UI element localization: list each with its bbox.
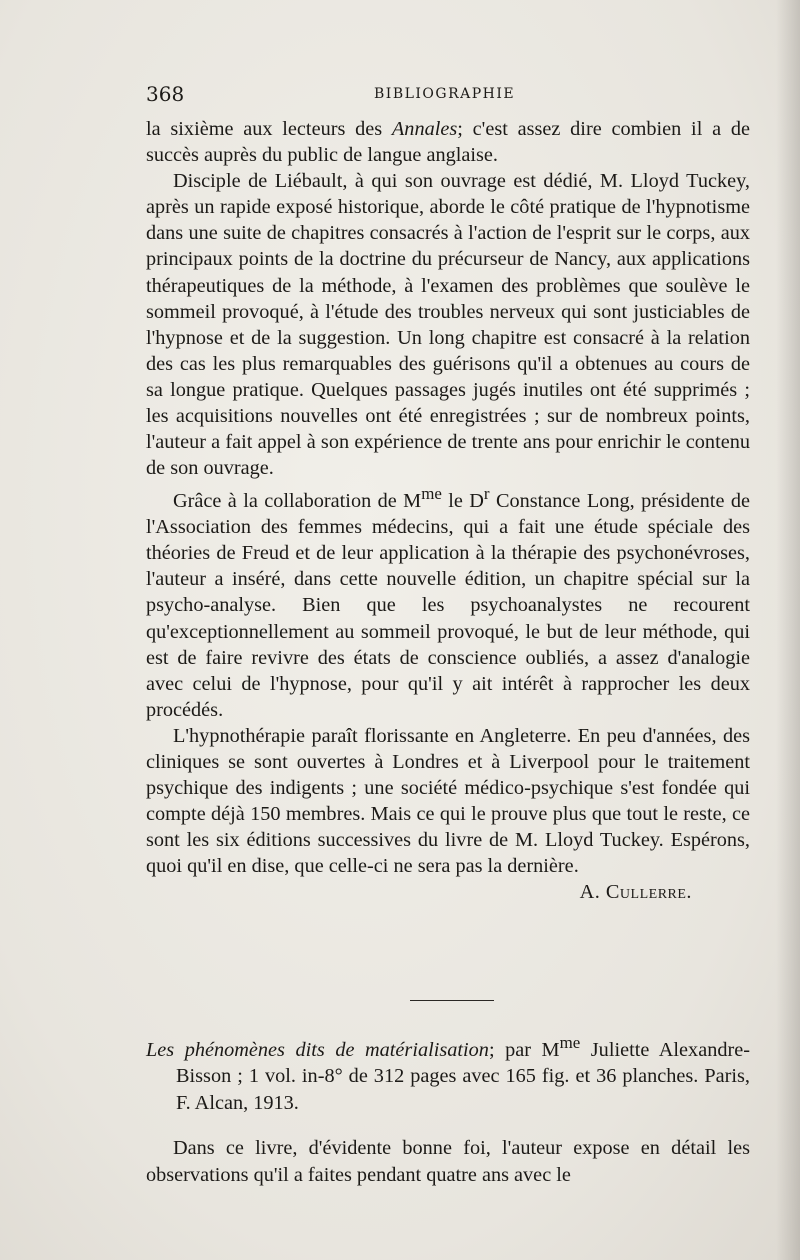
page-header	[146, 82, 750, 106]
review-body	[146, 116, 750, 906]
paragraph-3: Grâce à la collaboration de $M^{me}$ le $D^r$ Constance Long, présidente de l'Association des femmes médecins, qui a fait une étude spéciale des théories de Freud et de leur application à la thérapie des psychonévroses, l'auteur a inséré, dans cette nouvelle édition, un chapitre spécial sur la psycho-analyse. Bien que les psychoanalystes ne recourent qu'exceptionnellement au sommeil provoqué, le but de leur méthode, qui est de faire revivre des états de conscience oubliés, a assez d'analogie avec celui de l'hypnose, pour qu'il y ait intérêt à rapprocher les deux procédés.	[146, 484, 750, 721]
running-head: BIBLIOGRAPHIE	[374, 86, 516, 102]
page-number: 368	[146, 82, 185, 106]
citation: Les phénomènes dits de matérialisation; par $M^{me}$ Juliette Alexandre-Bisson ; 1 vol. in-8° de 312 pages avec 165 fig. et 36 planches. Paris, F. Alcan, 1913.	[146, 1033, 750, 1114]
paragraph-4: L'hypnothérapie paraît florissante en Angleterre. En peu d'années, des cliniques se sont ouvertes à Londres et à Liverpool pour le traitement psychique des indigents ; une société médico-psychique s'est fondée qui compte déjà 150 membres. Mais ce qui le prouve plus que tout le reste, ce sont les six éditions successives du livre de M. Lloyd Tuckey. Espérons, quoi qu'il en dise, que celle-ci ne sera pas la dernière.	[146, 724, 750, 878]
paragraph-1: la sixième aux lecteurs des Annales; c'est assez dire combien il a de succès auprès du public de langue anglaise.	[146, 118, 750, 167]
journal-title: Annales	[391, 118, 458, 140]
spacer	[146, 1116, 750, 1135]
paragraph-2: Disciple de Liébault, à qui son ouvrage est dédié, M. Lloyd Tuckey, après un rapide exposé historique, aborde le côté pratique de l'hypnotisme dans une suite de chapitres consacrés à l'action de l'esprit sur le corps, aux principaux points de la doctrine du précurseur de Nancy, aux applications thérapeutiques de la méthode, à l'examen des problèmes que soulève le sommeil provoqué, à l'étude des troubles nerveux qui sont justiciables de l'hypnose et de la suggestion. Un long chapitre est consacré à la relation des cas les plus remarquables des guérisons qu'il a obtenues au cours de sa longue pratique. Quelques passages jugés inutiles ont été supprimés ; les acquisitions nouvelles ont été enregistrées ; sur de nombreux points, l'auteur a fait appel à son expérience de trente ans pour enrichir le contenu de son ouvrage.	[146, 170, 750, 480]
author-signature: A. Cullerre.	[579, 881, 692, 904]
page-edge-shadow	[776, 0, 800, 1260]
bibliography-entry	[146, 1030, 750, 1188]
review-start-paragraph: Dans ce livre, d'évidente bonne foi, l'auteur expose en détail les observations qu'il a faites pendant quatre ans avec le	[146, 1137, 750, 1186]
section-divider	[410, 1000, 494, 1001]
book-title: Les phénomènes dits de matérialisation	[146, 1038, 489, 1061]
